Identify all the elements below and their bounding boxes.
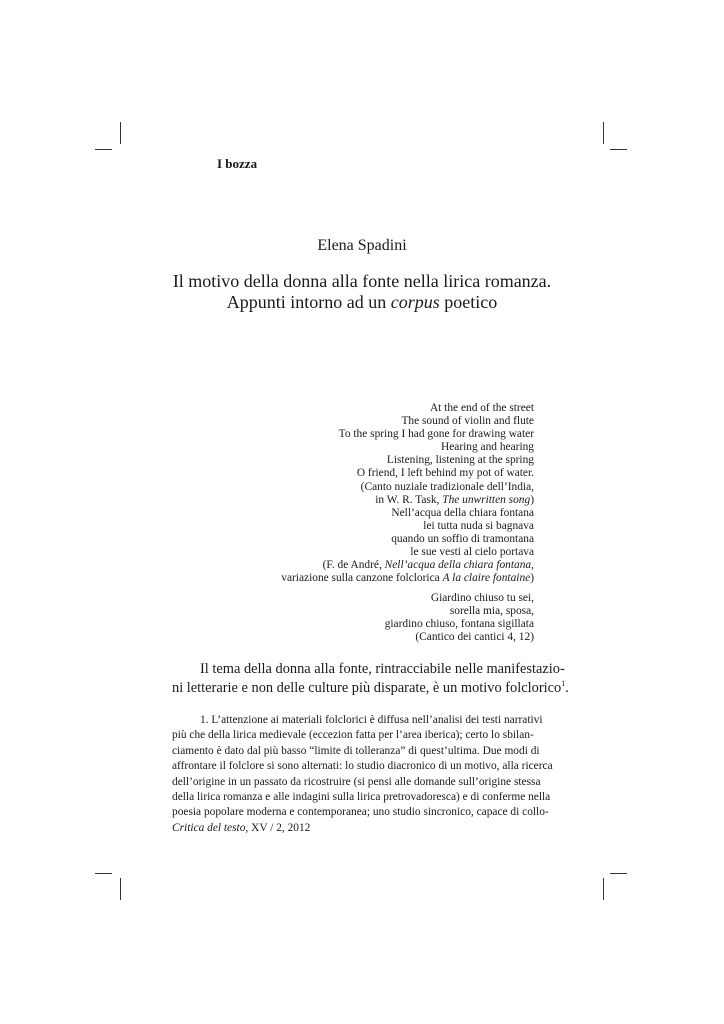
draft-label: I bozza [217,156,258,171]
epigraph-line: To the spring I had gone for drawing water [338,428,534,441]
body-line-1: Il tema della donna alla fonte, rintracciabile nelle manifestazio- [200,661,565,677]
title-line-2: Appunti intorno ad un corpus poetico [226,292,498,312]
epigraph-line: Listening, listening at the spring [386,454,534,467]
epigraph-source: (F. de André, Nell’acqua della chiara fontana, [322,559,534,572]
footnote-1 [172,713,553,821]
footnote-line: ciamento è dato dal più basso “limite di tolleranza” di quest’ultima. Due modi di [172,744,540,757]
footnote-line: più che della lirica medievale (eccezion fatta per l’area iberica); certo lo sbilan- [172,729,534,742]
crop-mark-top-left-h [95,149,112,150]
article-title [0,271,724,313]
epigraph-line: lei tutta nuda si bagnava [423,520,534,533]
footnote-line: poesia popolare moderna e contemporanea; uno studio sincronico, capace di collo- [172,806,549,819]
epigraph-line: le sue vesti al cielo portava [410,546,534,559]
footnote-line: della lirica romanza e alle indagini sulla lirica pretrovadoresca) e di conferme nella [172,791,551,804]
epigraph-source: (Canto nuziale tradizionale dell’India, [360,480,534,493]
footnote-line: dell’origine in un passato da ricostruire (si pensi alle domande sull’origine stessa [172,775,541,788]
crop-mark-bottom-right-h [610,873,627,874]
crop-mark-top-right-v [603,122,604,144]
epigraph-source: variazione sulla canzone folclorica A la claire fontaine) [281,572,534,585]
body-line-2: ni letterarie e non delle culture più disparate, è un motivo folclorico$^1$. [172,678,569,696]
epigraph-line: Hearing and hearing [441,441,534,454]
epigraph-line: Nell’acqua della chiara fontana [391,507,534,519]
footnote-ref[interactable]: 1 [561,678,566,688]
crop-mark-bottom-left-v [120,878,121,900]
epigraph-line: giardino chiuso, fontana sigillata [384,618,534,631]
author-name: Elena Spadini [317,237,407,254]
crop-mark-bottom-right-v [603,878,604,900]
epigraph-line: quando un soffio di tramontana [391,533,534,546]
epigraph-line: At the end of the street [429,402,534,414]
crop-mark-top-right-h [610,149,627,150]
epigraph-source: (Cantico dei cantici 4, 12) [415,631,534,644]
epigraph-3 [385,592,534,644]
epigraph-line: sorella mia, sposa, [449,605,534,618]
journal-citation: Critica del testo, XV / 2, 2012 [172,822,311,834]
epigraph-line: The sound of violin and flute [401,415,534,428]
footnote-line: affrontare il folclore si sono alternati: lo studio diacronico di un motivo, alla ricerca [172,760,553,773]
footnote-line: 1. L’attenzione ai materiali folclorici è diffusa nell’analisi dei testi narrativi [200,714,543,726]
title-line-1: Il motivo della donna alla fonte nella lirica romanza. [172,271,552,291]
crop-mark-top-left-v [120,122,121,144]
epigraph-line: Giardino chiuso tu sei, [430,592,534,604]
epigraph-line: O friend, I left behind my pot of water. [356,467,534,480]
body-paragraph [172,660,569,697]
epigraph-1 [339,402,534,507]
epigraph-2 [281,507,534,586]
epigraph-source: in W. R. Task, The unwritten song) [375,493,534,506]
crop-mark-bottom-left-h [95,873,112,874]
